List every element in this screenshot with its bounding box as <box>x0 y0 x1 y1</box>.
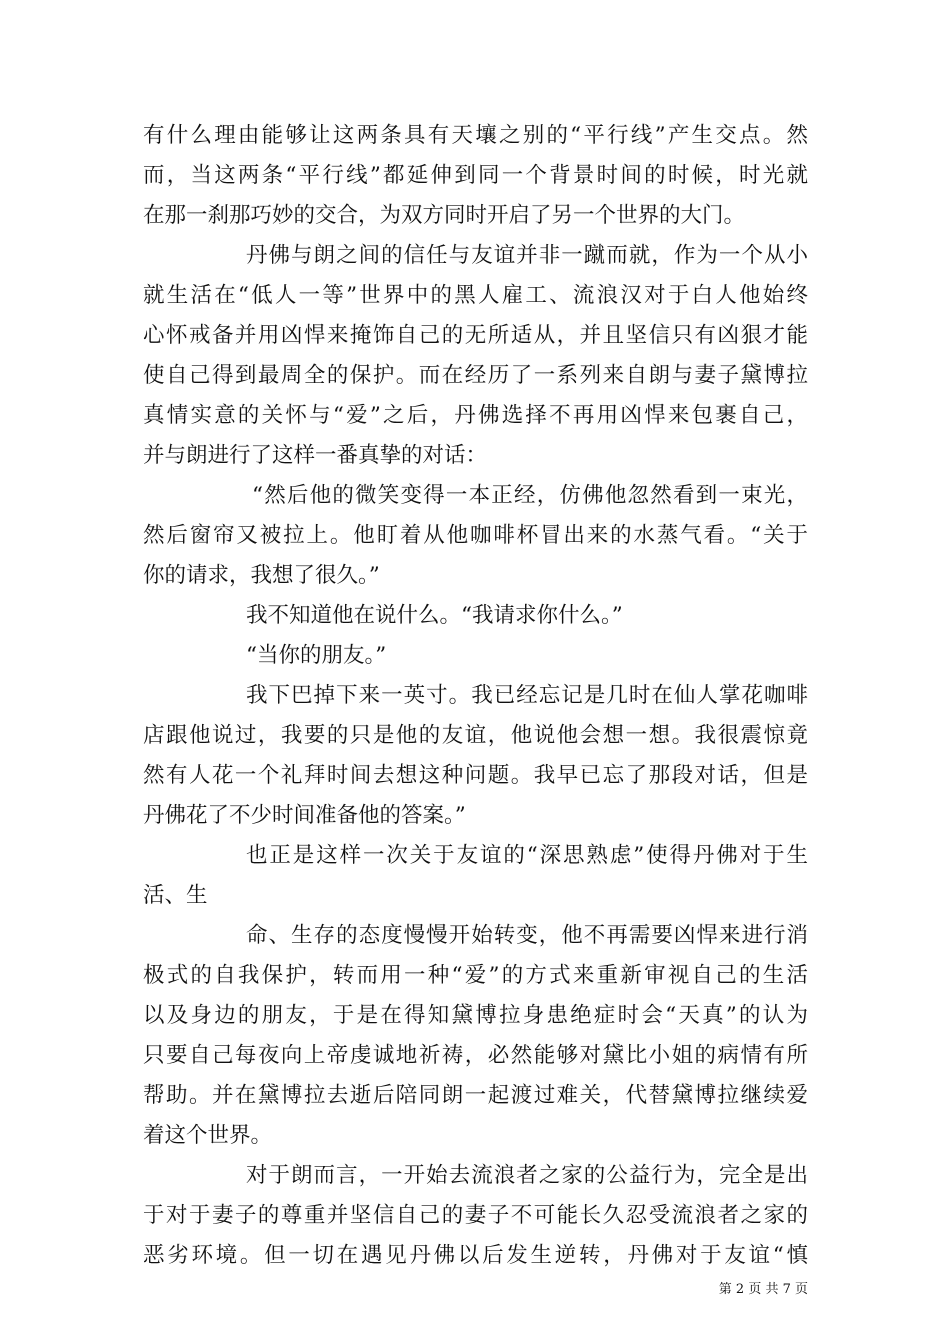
paragraph-start-line: 命、生存的态度慢慢开始转变，他不再需要凶悍来进行消 <box>246 923 808 948</box>
text-line: 并与朗进行了这样一番真挚的对话： <box>143 443 488 468</box>
text-line: 极式的自我保护，转而用一种“爱”的方式来重新审视自己的生活 <box>143 963 808 988</box>
text-line: 然有人花一个礼拜时间去想这种问题。我早已忘了那段对话，但是 <box>143 763 808 788</box>
text-line: 活、生 <box>143 883 208 908</box>
text-line: 你的请求，我想了很久。” <box>143 563 380 588</box>
text-line: 着这个世界。 <box>143 1123 273 1148</box>
text-line: 就生活在“低人一等”世界中的黑人雇工、流浪汉对于白人他始终 <box>143 283 808 308</box>
page-number: 第 2 页 共 7 页 <box>718 1282 808 1297</box>
text-line: 在那一刹那巧妙的交合，为双方同时开启了另一个世界的大门。 <box>143 203 746 228</box>
text-line: 丹佛花了不少时间准备他的答案。” <box>143 803 466 828</box>
text-line: 心怀戒备并用凶悍来掩饰自己的无所适从，并且坚信只有凶狠才能 <box>143 323 808 348</box>
text-line: 店跟他说过，我要的只是他的友谊，他说他会想一想。我很震惊竟 <box>143 723 808 748</box>
text-line: 以及身边的朋友，于是在得知黛博拉身患绝症时会“天真”的认为 <box>143 1003 808 1028</box>
text-line: 恶劣环境。但一切在遇见丹佛以后发生逆转，丹佛对于友谊“慎 <box>143 1243 808 1268</box>
paragraph-start-line: 对于朗而言，一开始去流浪者之家的公益行为，完全是出 <box>246 1163 808 1188</box>
text-line: 使自己得到最周全的保护。而在经历了一系列来自朗与妻子黛博拉 <box>143 363 808 388</box>
text-line: 然后窗帘又被拉上。他盯着从他咖啡杯冒出来的水蒸气看。“关于 <box>143 523 808 548</box>
text-line: 只要自己每夜向上帝虔诚地祈祷，必然能够对黛比小姐的病情有所 <box>143 1043 808 1068</box>
dialogue-line: “当你的朋友。” <box>246 643 387 668</box>
text-line: 真情实意的关怀与“爱”之后，丹佛选择不再用凶悍来包裹自己， <box>143 403 808 428</box>
text-line: 有什么理由能够让这两条具有天壤之别的“平行线”产生交点。然 <box>143 123 808 148</box>
quote-start-line: “然后他的微笑变得一本正经，仿佛他忽然看到一束光， <box>252 483 808 508</box>
dialogue-line: 我不知道他在说什么。“我请求你什么。” <box>246 603 623 628</box>
text-line: 而，当这两条“平行线”都延伸到同一个背景时间的时候，时光就 <box>143 163 808 188</box>
text-line: 帮助。并在黛博拉去逝后陪同朗一起渡过难关，代替黛博拉继续爱 <box>143 1083 808 1108</box>
paragraph-start-line: 我下巴掉下来一英寸。我已经忘记是几时在仙人掌花咖啡 <box>246 683 808 708</box>
paragraph-start-line: 也正是这样一次关于友谊的“深思熟虑”使得丹佛对于生 <box>246 843 808 868</box>
paragraph-start-line: 丹佛与朗之间的信任与友谊并非一蹴而就，作为一个从小 <box>246 243 808 268</box>
text-line: 于对于妻子的尊重并坚信自己的妻子不可能长久忍受流浪者之家的 <box>143 1203 808 1228</box>
